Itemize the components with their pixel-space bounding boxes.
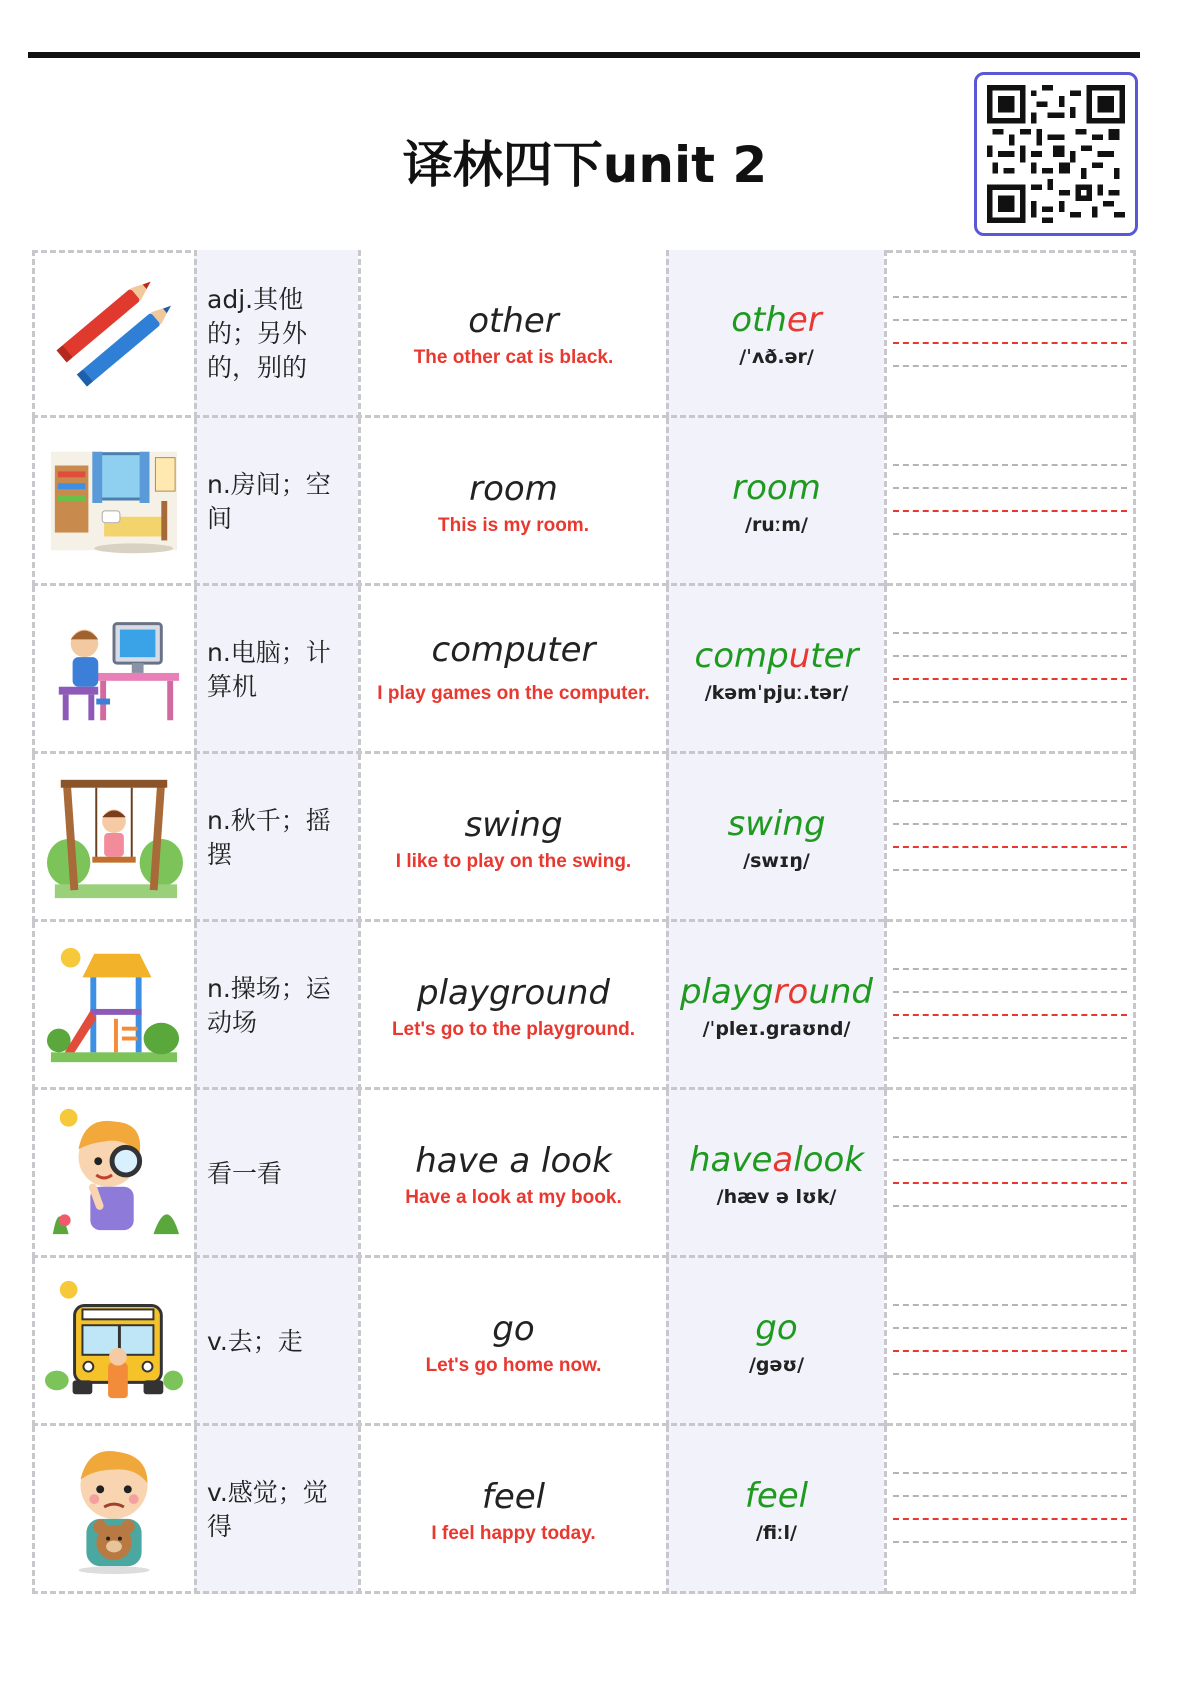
phonics-segment: swing — [727, 804, 826, 844]
guide-line — [893, 632, 1127, 634]
writing-practice-cell — [884, 754, 1136, 922]
guide-line — [893, 487, 1127, 489]
phonics-word — [669, 1137, 884, 1183]
phonics-segment: m — [787, 468, 821, 508]
phonics-cell — [666, 1090, 884, 1258]
meaning-cell — [194, 754, 358, 922]
phonics-cell — [666, 1426, 884, 1594]
phonics-segment: go — [755, 1308, 798, 1348]
example-sentence: Let's go to the playground. — [391, 1019, 636, 1040]
phonics-segment: oo — [746, 468, 788, 508]
phonics-segment: comp — [694, 636, 789, 676]
ipa-transcription: /fiːl/ — [756, 1522, 797, 1544]
ipa-transcription: /kəmˈpjuː.tər/ — [704, 682, 849, 704]
school-bus-icon — [43, 1272, 185, 1410]
picture-cell — [32, 1090, 194, 1258]
example-cell — [358, 586, 666, 754]
example-sentence: This is my room. — [438, 515, 589, 536]
phonics-word — [669, 1473, 884, 1519]
example-sentence: I like to play on the swing. — [395, 851, 632, 872]
guide-line — [893, 800, 1127, 802]
guide-line — [893, 655, 1127, 657]
chinese-meaning: n.电脑；计算机 — [207, 638, 331, 701]
phonics-segment: ro — [773, 972, 809, 1012]
vocab-word: have a look — [415, 1141, 612, 1181]
vocab-row — [32, 418, 1136, 586]
example-cell — [358, 418, 666, 586]
example-sentence: Have a look at my book. — [405, 1187, 622, 1208]
guide-line — [893, 1495, 1127, 1497]
phonics-segment: r — [732, 468, 747, 508]
phonics-segment: g — [751, 972, 774, 1012]
vocab-row — [32, 1426, 1136, 1594]
example-cell — [358, 1090, 666, 1258]
chinese-meaning: v.去；走 — [207, 1327, 303, 1356]
phonics-segment: ter — [810, 636, 859, 676]
writing-practice-cell — [884, 418, 1136, 586]
guide-line — [893, 1373, 1127, 1375]
ipa-transcription: /hæv ə lʊk/ — [716, 1186, 837, 1208]
phonics-segment: und — [808, 972, 874, 1012]
picture-cell — [32, 586, 194, 754]
guide-line — [893, 319, 1127, 321]
chinese-meaning: n.操场；运动场 — [207, 974, 331, 1037]
guide-line — [893, 823, 1127, 825]
sad-boy-bear-icon — [43, 1440, 185, 1578]
vocab-word: computer — [431, 630, 596, 670]
example-cell — [358, 922, 666, 1090]
guide-line — [893, 1541, 1127, 1543]
writing-practice-cell — [884, 586, 1136, 754]
crayons-icon — [43, 264, 185, 402]
phonics-cell — [666, 586, 884, 754]
vocabulary-table — [32, 250, 1136, 1594]
picture-cell — [32, 754, 194, 922]
baseline-guide — [893, 846, 1127, 848]
ipa-transcription: /gəʊ/ — [748, 1354, 805, 1376]
vocab-row — [32, 754, 1136, 922]
meaning-cell — [194, 250, 358, 418]
writing-practice-cell — [884, 1258, 1136, 1426]
writing-practice-cell — [884, 1090, 1136, 1258]
chinese-meaning: v.感觉；觉得 — [207, 1478, 328, 1541]
baseline-guide — [893, 342, 1127, 344]
phonics-word — [669, 297, 884, 343]
chinese-meaning: n.房间；空间 — [207, 470, 331, 533]
ipa-transcription: /ruːm/ — [745, 514, 808, 536]
vocab-word: room — [469, 469, 558, 509]
phonics-segment: a — [772, 1140, 794, 1180]
guide-line — [893, 1205, 1127, 1207]
phonics-segment: er — [786, 300, 822, 340]
meaning-cell — [194, 922, 358, 1090]
vocab-row — [32, 250, 1136, 418]
meaning-cell — [194, 1090, 358, 1258]
phonics-word — [669, 969, 884, 1015]
phonics-word — [669, 465, 884, 511]
bedroom-icon — [43, 432, 185, 570]
phonics-word — [669, 1305, 884, 1351]
picture-cell — [32, 1258, 194, 1426]
ipa-transcription: /ˈpleɪ.graʊnd/ — [702, 1018, 851, 1040]
writing-practice-cell — [884, 1426, 1136, 1594]
guide-line — [893, 1037, 1127, 1039]
guide-line — [893, 1472, 1127, 1474]
guide-line — [893, 533, 1127, 535]
vocab-row — [32, 922, 1136, 1090]
vocab-row — [32, 586, 1136, 754]
top-rule — [28, 52, 1140, 58]
meaning-cell — [194, 586, 358, 754]
vocab-row — [32, 1090, 1136, 1258]
example-sentence: I feel happy today. — [431, 1523, 596, 1544]
guide-line — [893, 1159, 1127, 1161]
meaning-cell — [194, 418, 358, 586]
baseline-guide — [893, 1518, 1127, 1520]
swing-icon — [43, 768, 185, 906]
phonics-segment: play — [679, 972, 752, 1012]
chinese-meaning: n.秋千；摇摆 — [207, 806, 331, 869]
phonics-word — [669, 633, 884, 679]
guide-line — [893, 869, 1127, 871]
vocab-row — [32, 1258, 1136, 1426]
qr-code-image — [987, 85, 1125, 223]
meaning-cell — [194, 1258, 358, 1426]
example-sentence: Let's go home now. — [425, 1355, 602, 1376]
phonics-cell — [666, 250, 884, 418]
guide-line — [893, 464, 1127, 466]
vocab-word: other — [468, 301, 559, 341]
picture-cell — [32, 922, 194, 1090]
guide-line — [893, 365, 1127, 367]
example-cell — [358, 1258, 666, 1426]
example-sentence: I play games on the computer. — [377, 683, 650, 704]
baseline-guide — [893, 1182, 1127, 1184]
chinese-meaning: adj.其他的；另外的，别的 — [207, 285, 308, 382]
phonics-segment: have — [688, 1140, 773, 1180]
meaning-cell — [194, 1426, 358, 1594]
example-cell — [358, 1426, 666, 1594]
vocab-word: playground — [416, 973, 611, 1013]
example-cell — [358, 754, 666, 922]
phonics-word — [669, 801, 884, 847]
baseline-guide — [893, 678, 1127, 680]
playground-icon — [43, 936, 185, 1074]
page-title: 译林四下unit 2 — [402, 136, 768, 194]
picture-cell — [32, 250, 194, 418]
guide-line — [893, 1136, 1127, 1138]
baseline-guide — [893, 1350, 1127, 1352]
writing-practice-cell — [884, 250, 1136, 418]
writing-practice-cell — [884, 922, 1136, 1090]
guide-line — [893, 991, 1127, 993]
phonics-segment: u — [788, 636, 811, 676]
picture-cell — [32, 418, 194, 586]
example-sentence: The other cat is black. — [413, 347, 614, 368]
phonics-cell — [666, 418, 884, 586]
ipa-transcription: /ˈʌð.ər/ — [739, 346, 814, 368]
baseline-guide — [893, 1014, 1127, 1016]
chinese-meaning: 看一看 — [207, 1159, 283, 1188]
guide-line — [893, 1327, 1127, 1329]
guide-line — [893, 701, 1127, 703]
guide-line — [893, 968, 1127, 970]
phonics-cell — [666, 1258, 884, 1426]
vocab-word: go — [492, 1309, 535, 1349]
vocab-word: feel — [481, 1477, 546, 1517]
example-cell — [358, 250, 666, 418]
phonics-cell — [666, 922, 884, 1090]
qr-code — [974, 72, 1138, 236]
magnifier-boy-icon — [43, 1104, 185, 1242]
baseline-guide — [893, 510, 1127, 512]
phonics-cell — [666, 754, 884, 922]
picture-cell — [32, 1426, 194, 1594]
phonics-segment: look — [793, 1140, 865, 1180]
phonics-segment: oth — [731, 300, 787, 340]
ipa-transcription: /swɪŋ/ — [743, 850, 810, 872]
guide-line — [893, 296, 1127, 298]
vocab-word: swing — [464, 805, 563, 845]
computer-icon — [43, 600, 185, 738]
guide-line — [893, 1304, 1127, 1306]
phonics-segment: feel — [744, 1476, 809, 1516]
